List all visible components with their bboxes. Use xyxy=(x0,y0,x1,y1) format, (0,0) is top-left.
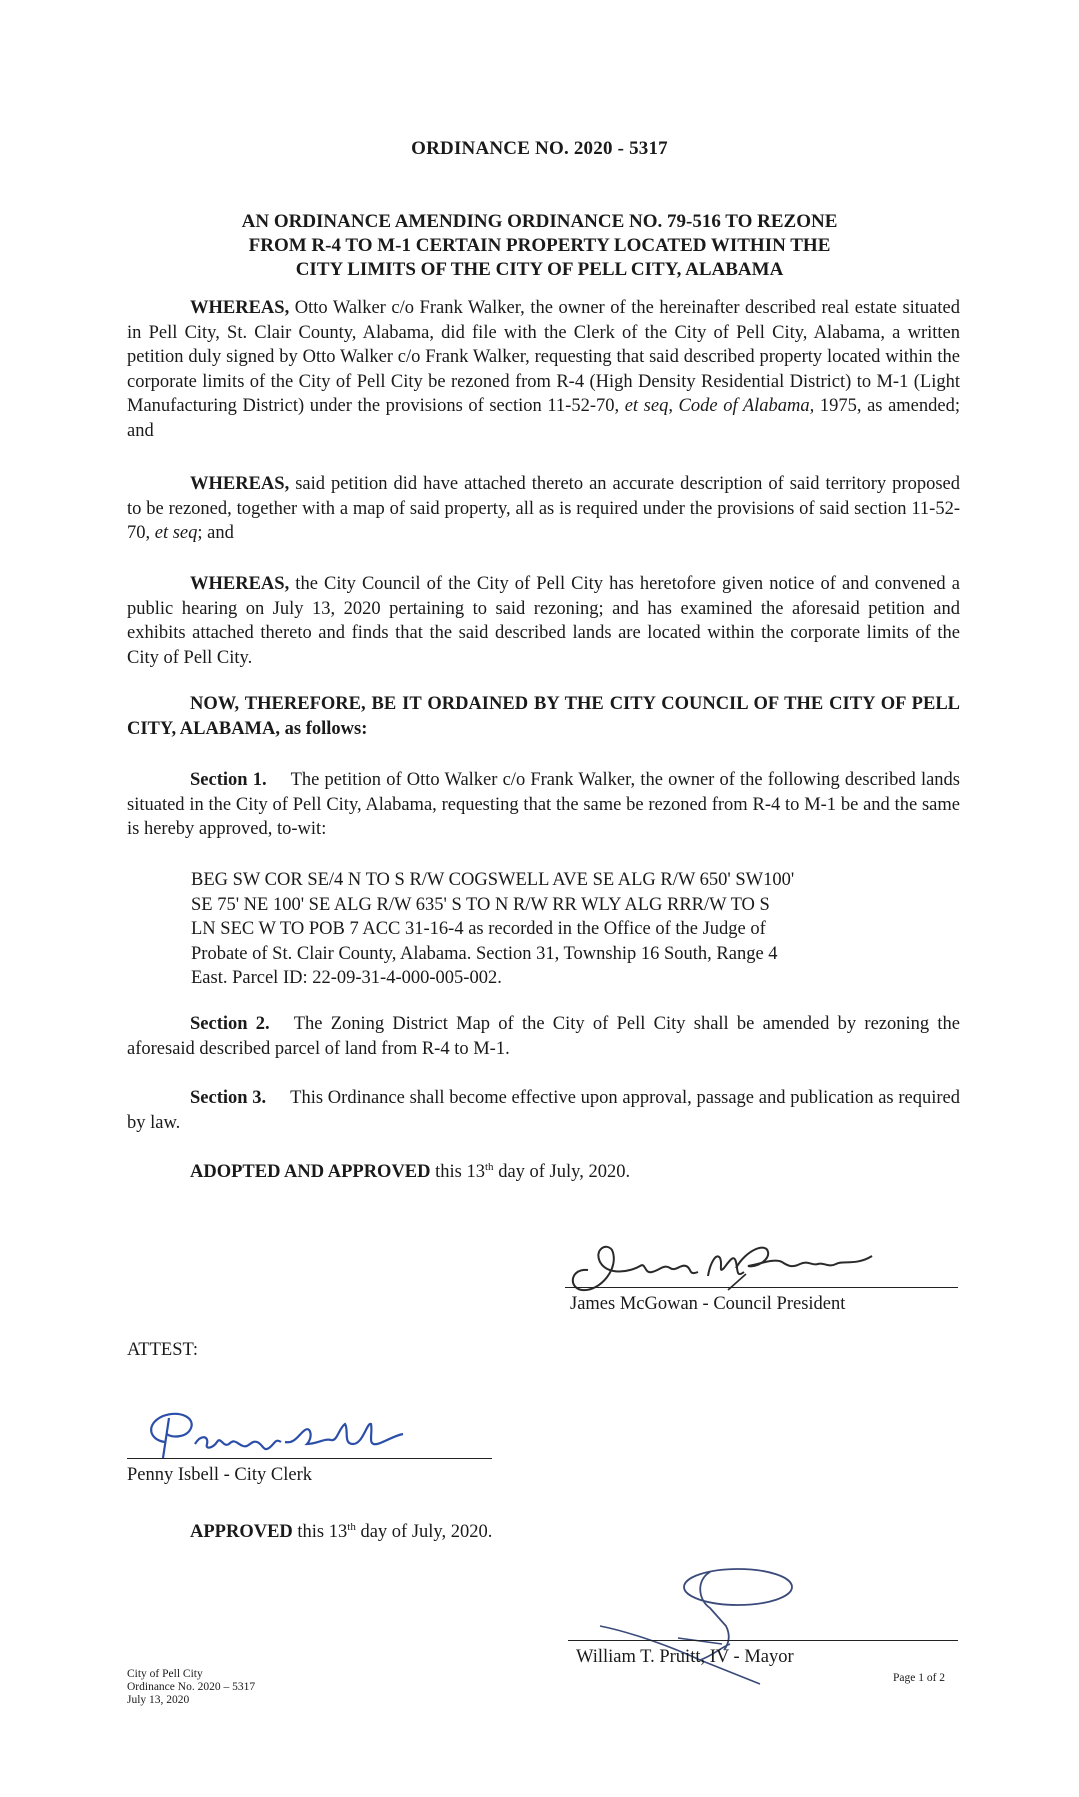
attest-label: ATTEST: xyxy=(127,1340,199,1360)
adopted-text: this 13 xyxy=(430,1162,485,1182)
whereas-text: the City Council of the City of Pell City has heretofore given notice of and convened a public hearing on July 13, 2020 pertaining to said rezoning; and has examined the aforesaid petition and exhibits attached thereto and finds that the said described lands are located within the corporate limits of the City of Pell City. xyxy=(127,574,960,668)
whereas-paragraph-1 xyxy=(127,296,960,443)
whereas-text: ; and xyxy=(197,523,234,543)
section-label: Section 1. xyxy=(190,770,267,790)
whereas-lead: WHEREAS, xyxy=(190,298,290,318)
page-number: Page 1 of 2 xyxy=(893,1672,946,1684)
legal-line: East. Parcel ID: 22-09-31-4-000-005-002. xyxy=(191,968,502,988)
heading-line: CITY LIMITS OF THE CITY OF PELL CITY, ALABAMA xyxy=(295,259,784,280)
section-text: The petition of Otto Walker c/o Frank Walker, the owner of the following described lands situated in the City of Pell City, Alabama, requesting that the same be rezoned from R-4 to M-1 be and the same is hereby approved, to-wit: xyxy=(127,770,960,839)
clerk-signature xyxy=(135,1404,465,1464)
section-1 xyxy=(127,768,960,842)
approved-text: this 13 xyxy=(292,1522,348,1542)
whereas-lead: WHEREAS, xyxy=(190,474,290,494)
approved-clause xyxy=(127,1520,960,1545)
whereas-lead: WHEREAS, xyxy=(190,574,290,594)
mayor-signature xyxy=(600,1560,840,1690)
president-name-label: James McGowan - Council President xyxy=(570,1294,846,1314)
et-seq: et seq xyxy=(624,396,669,416)
section-text: This Ordinance shall become effective upon approval, passage and publication as required by law. xyxy=(127,1088,960,1133)
ordained-clause xyxy=(127,692,960,741)
mayor-signature-line xyxy=(568,1640,958,1641)
ordinance-title: ORDINANCE NO. 2020 - 5317 xyxy=(411,138,668,159)
adopted-clause xyxy=(127,1160,960,1185)
legal-line: LN SEC W TO POB 7 ACC 31-16-4 as recorded in the Office of the Judge of xyxy=(191,919,766,939)
mayor-name-label: William T. Pruitt, IV - Mayor xyxy=(576,1647,794,1667)
section-text: The Zoning District Map of the City of Pell City shall be amended by rezoning the aforesaid described parcel of land from R-4 to M-1. xyxy=(127,1014,960,1059)
adopted-text: day of July, 2020. xyxy=(493,1162,631,1182)
section-label: Section 2. xyxy=(190,1014,270,1034)
approved-text: day of July, 2020. xyxy=(355,1522,493,1542)
ordinal-suffix: th xyxy=(347,1520,356,1533)
legal-line: BEG SW COR SE/4 N TO S R/W COGSWELL AVE SE ALG R/W 650' SW100' xyxy=(191,870,795,890)
whereas-text: Otto Walker c/o Frank Walker, the owner of the hereinafter described real estate situated in Pell City, St. Clair County, Alabama, did file with the Clerk of the City of Pell City, Alabama, a written petition duly signed by Otto Walker c/o Frank Walker, requesting that said described property located within the corporate limits of the City of Pell City be rezoned from R-4 (High Density Residential District) to M-1 (Light Manufacturing District) under the provisions of section 11-52-70, xyxy=(127,298,960,416)
approved-lead: APPROVED xyxy=(190,1522,293,1542)
ordinance-heading xyxy=(0,210,1079,282)
footer-line: July 13, 2020 xyxy=(127,1694,190,1706)
heading-line: AN ORDINANCE AMENDING ORDINANCE NO. 79-516 TO REZONE xyxy=(241,211,838,232)
whereas-paragraph-2 xyxy=(127,472,960,546)
ordinal-suffix: th xyxy=(485,1160,494,1173)
whereas-text: 1975, as amended; and xyxy=(127,396,960,441)
clerk-signature-line xyxy=(127,1458,492,1459)
whereas-text: , xyxy=(668,396,679,416)
adopted-lead: ADOPTED AND APPROVED xyxy=(190,1162,431,1182)
legal-line: SE 75' NE 100' SE ALG R/W 635' S TO N R/W RR WLY ALG RRR/W TO S xyxy=(191,894,770,915)
clerk-name-label: Penny Isbell - City Clerk xyxy=(127,1465,312,1485)
section-label: Section 3. xyxy=(190,1088,267,1108)
et-seq: et seq xyxy=(154,523,198,543)
section-3 xyxy=(127,1086,960,1135)
president-signature-line xyxy=(565,1287,958,1288)
footer-line: City of Pell City xyxy=(127,1668,203,1680)
code-of-alabama: Code of Alabama, xyxy=(678,396,815,416)
legal-line: Probate of St. Clair County, Alabama. Section 31, Township 16 South, Range 4 xyxy=(191,943,778,964)
whereas-text: said petition did have attached thereto an accurate description of said territory proposed to be rezoned, together with a map of said property, all as is required under the provisions of said section 11-52-70, xyxy=(127,474,960,543)
footer-line: Ordinance No. 2020 – 5317 xyxy=(127,1681,256,1693)
footer-block xyxy=(127,1668,255,1707)
whereas-paragraph-3 xyxy=(127,572,960,670)
legal-description xyxy=(191,868,911,991)
ordained-text: NOW, THEREFORE, BE IT ORDAINED BY THE CITY COUNCIL OF THE CITY OF PELL CITY, ALABAMA, as follows: xyxy=(127,694,960,739)
section-2 xyxy=(127,1012,960,1061)
heading-line: FROM R-4 TO M-1 CERTAIN PROPERTY LOCATED WITHIN THE xyxy=(248,235,831,256)
